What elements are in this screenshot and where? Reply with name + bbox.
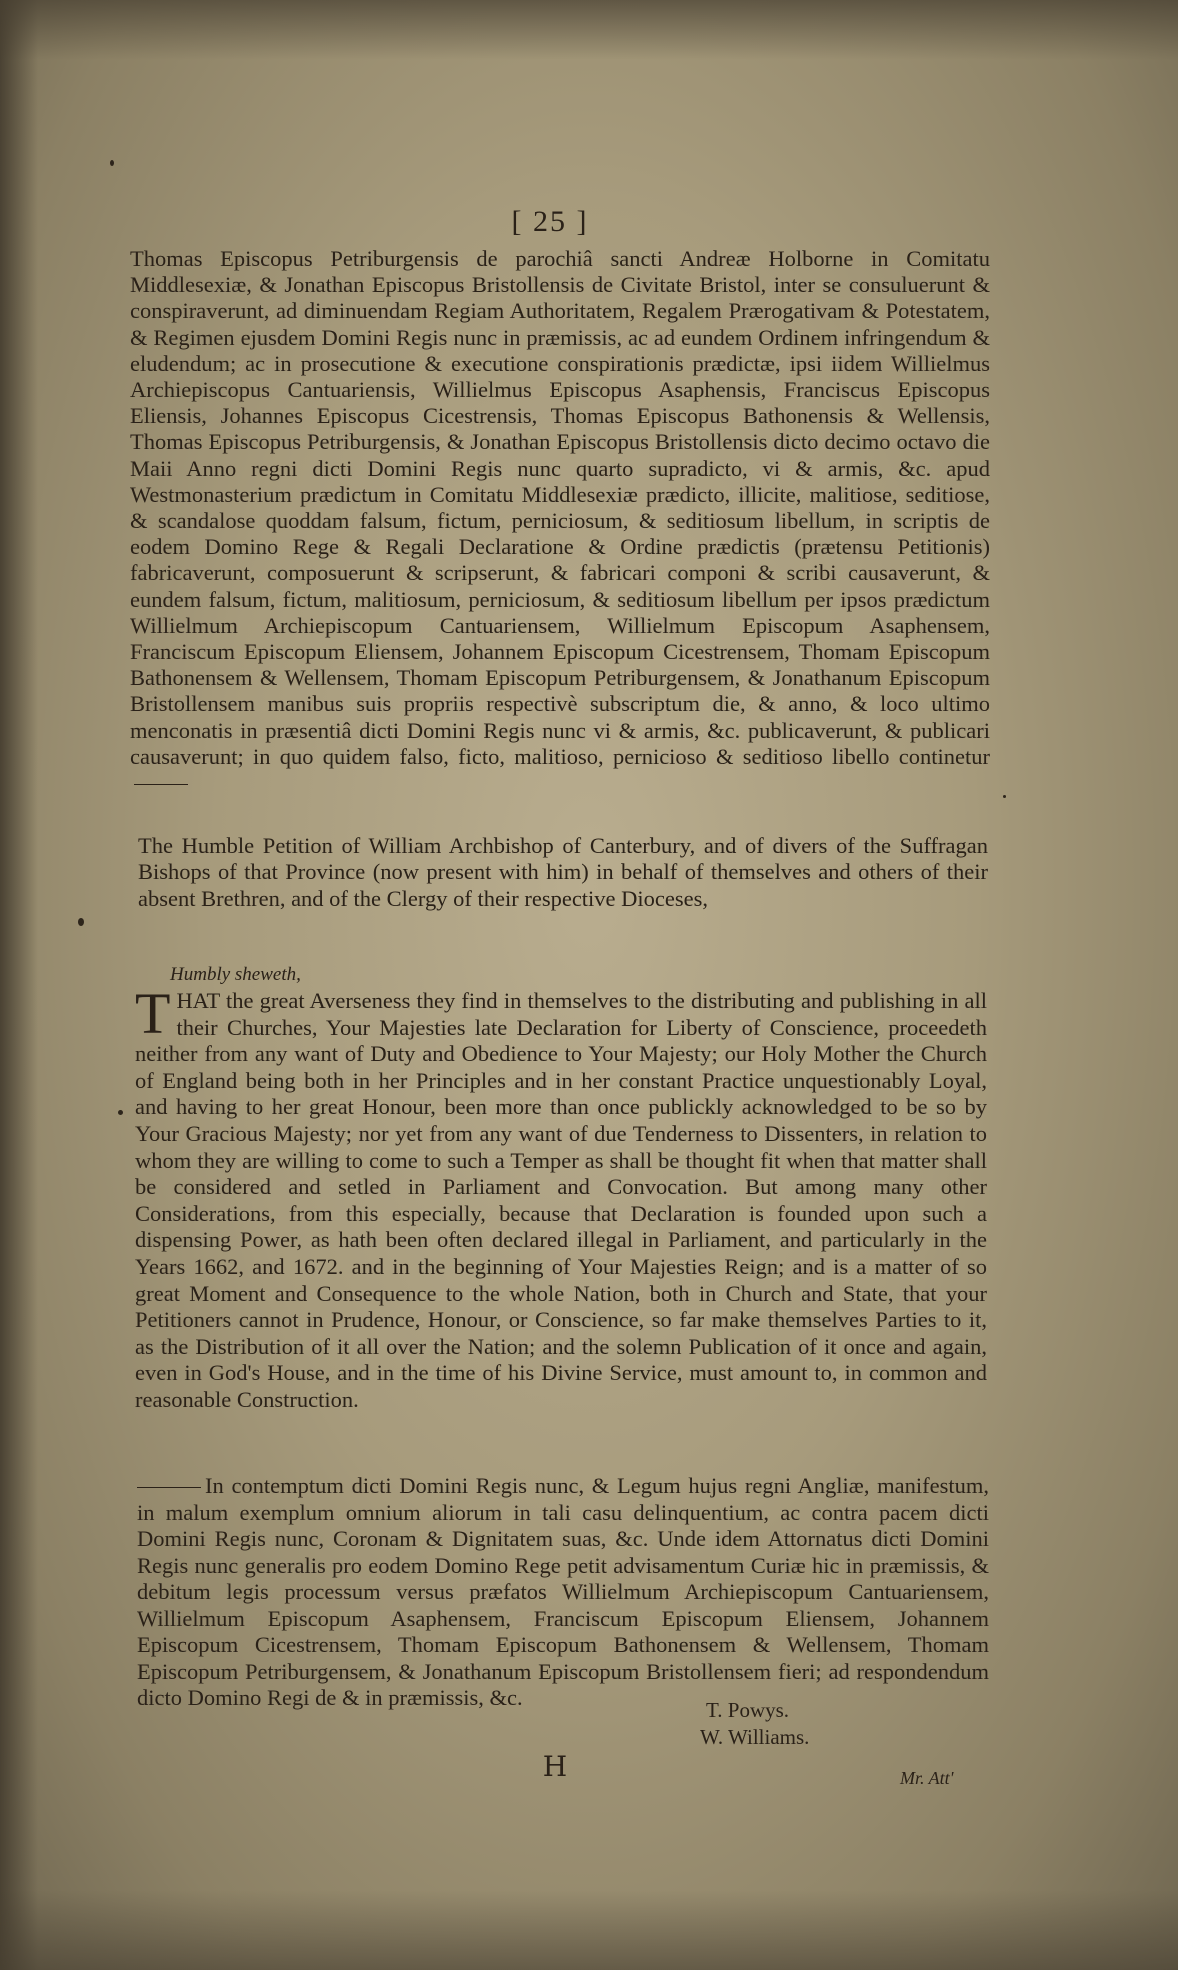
- petition-body: [135, 981, 987, 1414]
- salutation: Humbly sheweth,: [170, 964, 301, 985]
- signature-williams: W. Williams.: [700, 1725, 810, 1749]
- signature-block: [700, 1697, 900, 1751]
- latin-paragraph: [130, 246, 990, 796]
- ink-speck: [110, 160, 114, 166]
- drop-cap: T: [135, 981, 171, 1046]
- page-number: [ 25 ]: [511, 205, 589, 238]
- continuation-paragraph-text: In contemptum dicti Domini Regis nunc, & Legum hujus regni Angliæ, manifestum, in malum exemplum omnium aliorum in tali casu delinquentium, ac contra pacem dicti Domini Regis nunc, Coronam & Dignitatem suas, &c. Unde idem Attornatus dicti Domini Regis nunc generalis pro eodem Domino Rege petit advisamentum Curiæ hic in præmissis, & debitum legis processum versus præfatos Willielmum Archiepiscopum Cantuariensem, Willielmum Episcopum Asaphensem, Franciscum Episcopum Eliensem, Johannem Episcopum Cicestrensem, Thomam Episcopum Bathonensem & Wellensem, Thomam Episcopum Petriburgensem, & Jonathanum Episcopum Bristollensem fieri; ad respondendum dicto Domino Regi de & in præmissis, &c.: [137, 1473, 989, 1710]
- opening-dash-rule: [137, 1487, 201, 1488]
- ink-speck: [118, 1110, 123, 1115]
- latin-paragraph-text: Thomas Episcopus Petriburgensis de parochiâ sancti Andreæ Holborne in Comitatu Middlesexiæ, & Jonathan Episcopus Bristollensis de Civitate Bristol, inter se consuluerunt & conspiraverunt, ad diminuendam Regiam Authoritatem, Regalem Prærogativam & Potestatem, & Regimen ejusdem Domini Regis nunc in præmissis, ac ad eundem Ordinem infringendum & eludendum; ac in prosecutione & executione conspirationis prædictæ, ipsi iidem Willielmus Archiepiscopus Cantuariensis, Willielmus Episcopus Asaphensis, Franciscus Episcopus Eliensis, Johannes Episcopus Cicestrensis, Thomas Episcopus Bathonensis & Wellensis, Thomas Episcopus Petriburgensis, & Jonathan Episcopus Bristollensis dicto decimo octavo die Maii Anno regni dicti Domini Regis nunc quarto supradicto, vi & armis, &c. apud Westmonasterium prædictum in Comitatu Middlesexiæ prædicto, illicite, malitiose, seditiose, & scandalose quoddam falsum, fictum, perniciosum, & seditiosum libellum, in scriptis de eodem Domino Rege & Regali Declaratione & Ordine prædictis (prætensu Petitionis) fabricaverunt, composuerunt & scripserunt, & fabricari componi & scribi causaverunt, & eundem falsum, fictum, malitiosum, perniciosum, & seditiosum libellum per ipsos prædictum Willielmum Archiepiscopum Cantuariensem, Willielmum Episcopum Asaphensem, Franciscum Episcopum Eliensem, Johannem Episcopum Cicestrensem, Thomam Episcopum Bathonensem & Wellensem, Thomam Episcopum Petriburgensem, & Jonathanum Episcopum Bristollensem manibus suis propriis respectivè subscriptum die, & anno, & loco ultimo menconatis in præsentiâ dicti Domini Regis nunc vi & armis, &c. publicaverunt, & publicari causaverunt; in quo quidem falso, ficto, malitioso, pernicioso & seditioso libello continetur: [130, 246, 990, 769]
- page-edge-shadow: [0, 0, 38, 1970]
- page-bottom-shadow: [0, 1890, 1178, 1970]
- petition-body-text: HAT the great Averseness they find in themselves to the distributing and publishing in all their Churches, Your Majesties late Declaration for Liberty of Conscience, proceedeth neither from any want of Duty and Obedience to Your Majesty; our Holy Mother the Church of England being both in her Principles and in her constant Practice unquestionably Loyal, and having to her great Honour, been more than once publickly acknowledged to be so by Your Gracious Majesty; nor yet from any want of due Tenderness to Dissenters, in relation to whom they are willing to come to such a Temper as shall be thought fit when that matter shall be considered and setled in Parliament and Convocation. But among many other Considerations, from this especially, because that Declaration is founded upon such a dispensing Power, as hath been often declared illegal in Parliament, and particularly in the Years 1662, and 1672. and in the beginning of Your Majesties Reign; and is a matter of so great Moment and Consequence to the whole Nation, both in Church and State, that your Petitioners cannot in Prudence, Honour, or Conscience, so far make themselves Parties to it, as the Distribution of it all over the Nation; and the solemn Publication of it once and again, even in God's House, and in the time of his Divine Service, must amount to, in common and reasonable Construction.: [135, 988, 987, 1412]
- ink-speck: [1003, 795, 1006, 798]
- ink-speck: [78, 918, 84, 926]
- printer-signature-mark: H: [542, 1750, 568, 1783]
- page-top-shadow: [0, 0, 1178, 60]
- continuation-paragraph: [137, 1473, 989, 1712]
- catchword: Mr. Att': [900, 1768, 954, 1788]
- petition-heading: The Humble Petition of William Archbishop of Canterbury, and of divers of the Suffragan Bishops of that Province (now present with him) in behalf of themselves and others of their absent Brethren, and of the Clergy of their respective Dioceses,: [138, 833, 988, 911]
- signature-powys: T. Powys.: [706, 1698, 790, 1722]
- closing-dash-rule: [134, 784, 188, 785]
